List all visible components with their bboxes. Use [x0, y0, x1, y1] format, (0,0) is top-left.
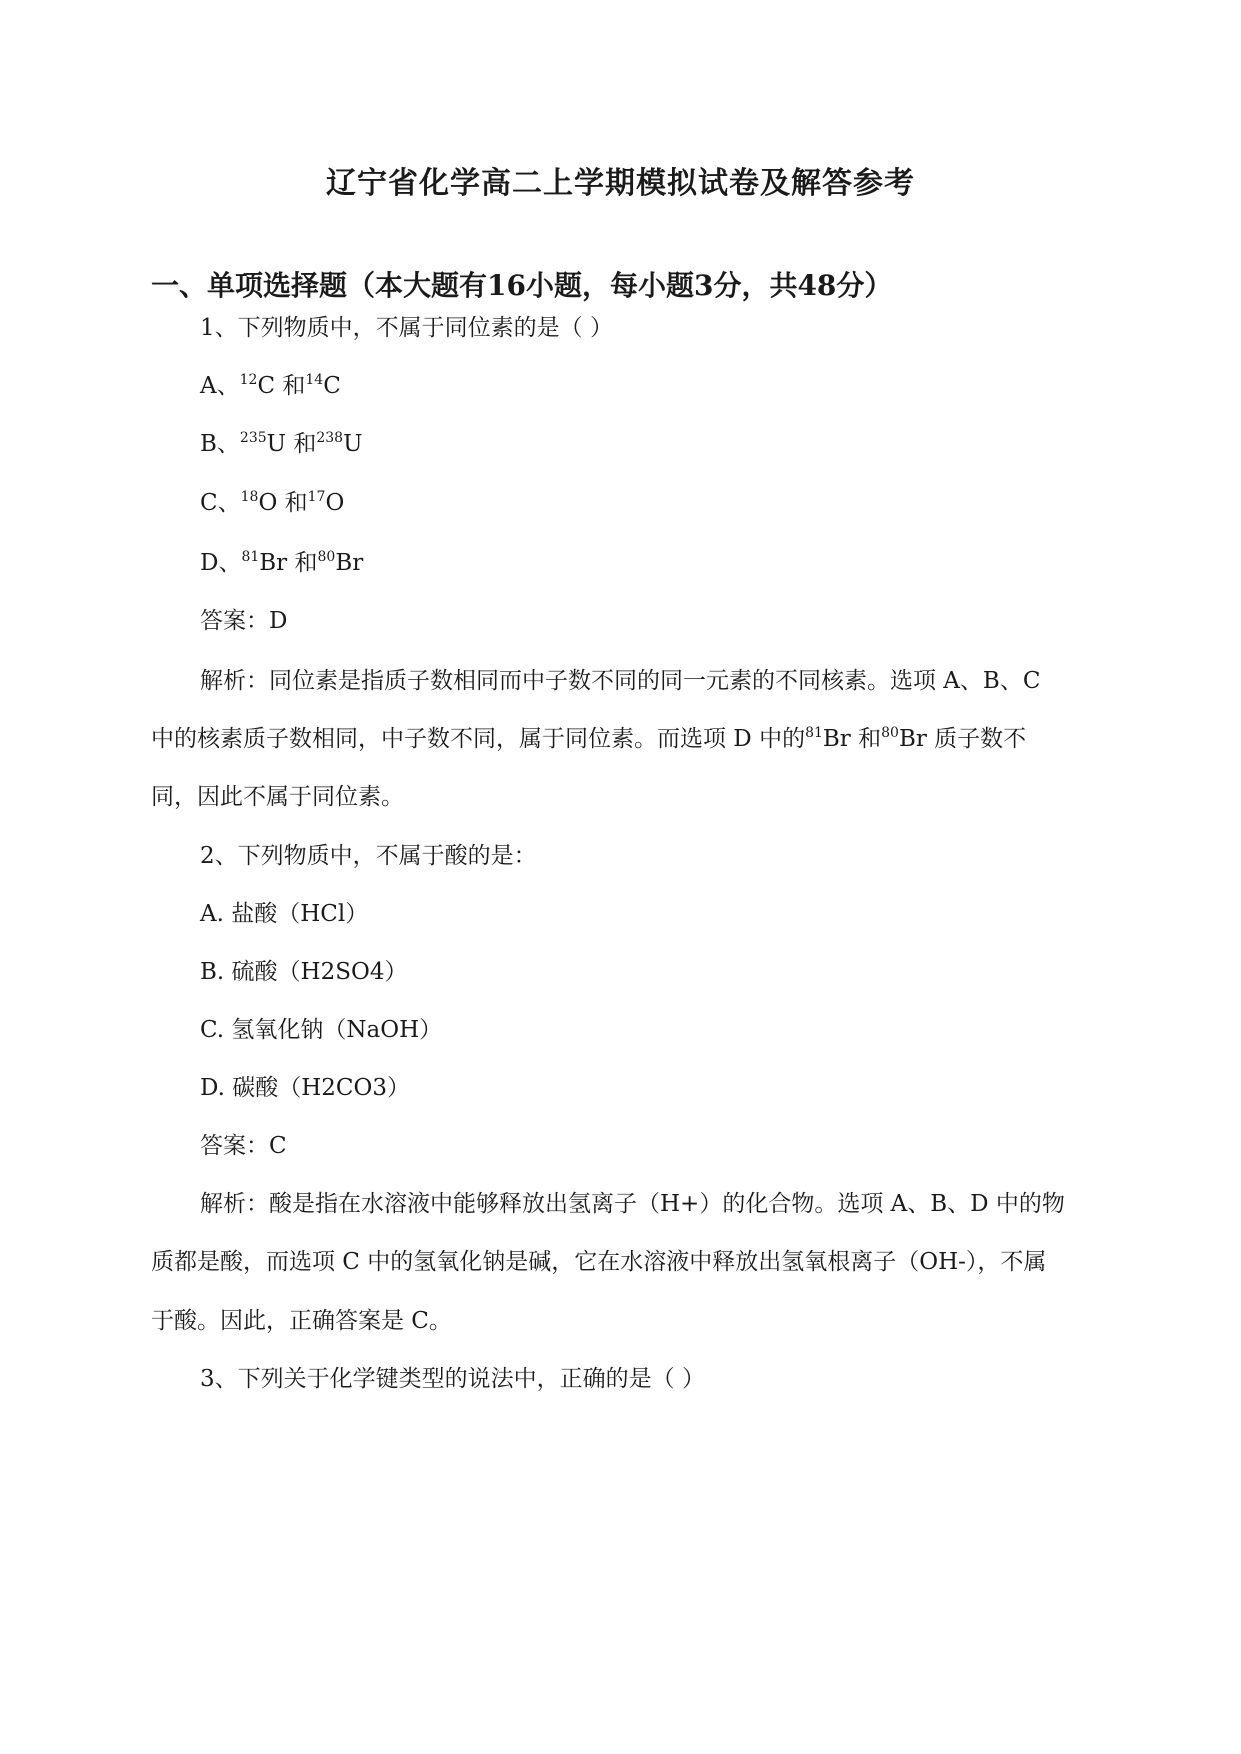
question-1-explanation-line-3: 同，因此不属于同位素。	[151, 784, 404, 810]
question-2-option-b: B. 硫酸（H2SO4）	[200, 959, 408, 985]
question-2-stem: 2、下列物质中，不属于酸的是：	[200, 843, 537, 869]
question-1-answer: 答案：D	[200, 608, 288, 634]
question-1-option-a: A、$^{12}$C 和$^{14}$C	[200, 372, 341, 399]
question-2-explanation-line-3: 于酸。因此，正确答案是 C。	[151, 1308, 452, 1334]
question-1-explanation-line-1: 解析：同位素是指质子数相同而中子数不同的同一元素的不同核素。选项 A、B、C	[200, 668, 1041, 694]
question-1-stem: 1、下列物质中，不属于同位素的是（ ）	[200, 315, 613, 341]
section-heading: 一、单项选择题（本大题有16小题，每小题3分，共48分）	[151, 269, 893, 302]
page-title: 辽宁省化学高二上学期模拟试卷及解答参考	[326, 166, 915, 201]
question-1-option-d: D、$^{81}$Br 和$^{80}$Br	[200, 549, 364, 576]
question-2-explanation-line-1: 解析：酸是指在水溶液中能够释放出氢离子（H+）的化合物。选项 A、B、D 中的物	[200, 1191, 1065, 1217]
question-2-option-d: D. 碳酸（H2CO3）	[200, 1075, 411, 1101]
question-2-explanation-line-2: 质都是酸，而选项 C 中的氢氧化钠是碱，它在水溶液中释放出氢氧根离子（OH-），不属	[151, 1249, 1047, 1275]
question-1-explanation-line-2: 中的核素质子数相同，中子数不同，属于同位素。而选项 D 中的$^{81}$Br 和$^{80}$Br 质子数不	[151, 725, 1027, 752]
question-1-option-b: B、$^{235}$U 和$^{238}$U	[200, 430, 363, 457]
question-2-option-c: C. 氢氧化钠（NaOH）	[200, 1017, 443, 1043]
question-2-option-a: A. 盐酸（HCl）	[200, 901, 369, 927]
question-2-answer: 答案：C	[200, 1133, 287, 1159]
question-1-option-c: C、$^{18}$O 和$^{17}$O	[200, 489, 345, 516]
question-3-stem: 3、下列关于化学键类型的说法中，正确的是（ ）	[200, 1366, 705, 1392]
